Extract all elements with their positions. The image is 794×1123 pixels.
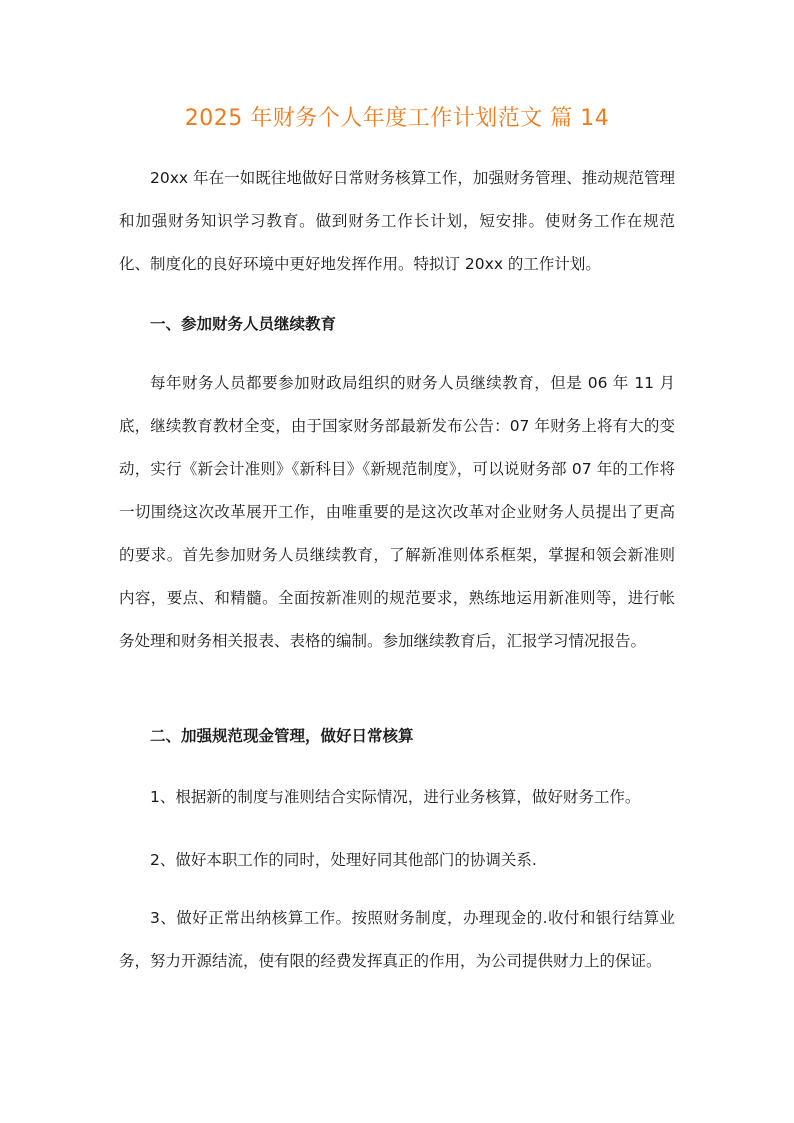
section-1-heading: 一、参加财务人员继续教育	[150, 315, 337, 333]
section-2-item-2: 2、做好本职工作的同时，处理好同其他部门的协调关系.	[150, 851, 537, 869]
intro-paragraph: 20xx 年在一如既往地做好日常财务核算工作，加强财务管理、推动规范管理和加强财务知识学习教育。做到财务工作长计划，短安排。使财务工作在规范化、制度化的良好环境中更好地发挥作用。特拟订 20xx 的工作计划。	[119, 169, 675, 273]
section-1-body: 每年财务人员都要参加财政局组织的财务人员继续教育，但是 06 年 11 月底，继续教育教材全变，由于国家财务部最新发布公告：07 年财务上将有大的变动，实行《新会计准则》《新科目》《新规范制度》，可以说财务部 07 年的工作将一切围绕这次改革展开工作，由唯重要的是这次改革对企业财务人员提出了更高的要求。首先参加财务人员继续教育，了解新准则体系框架，掌握和领会新准则内容，要点、和精髓。全面按新准则的规范要求，熟练地运用新准则等，进行帐务处理和财务相关报表、表格的编制。参加继续教育后，汇报学习情况报告。	[119, 374, 675, 650]
document-title: 2025 年财务个人年度工作计划范文 篇 14	[184, 106, 610, 131]
section-2-item-3: 3、做好正常出纳核算工作。按照财务制度，办理现金的.收付和银行结算业务，努力开源结流，使有限的经费发挥真正的作用，为公司提供财力上的保证。	[119, 909, 675, 970]
section-2-item-1: 1、根据新的制度与准则结合实际情况，进行业务核算，做好财务工作。	[150, 788, 641, 806]
section-2-heading: 二、加强规范现金管理，做好日常核算	[150, 727, 414, 745]
